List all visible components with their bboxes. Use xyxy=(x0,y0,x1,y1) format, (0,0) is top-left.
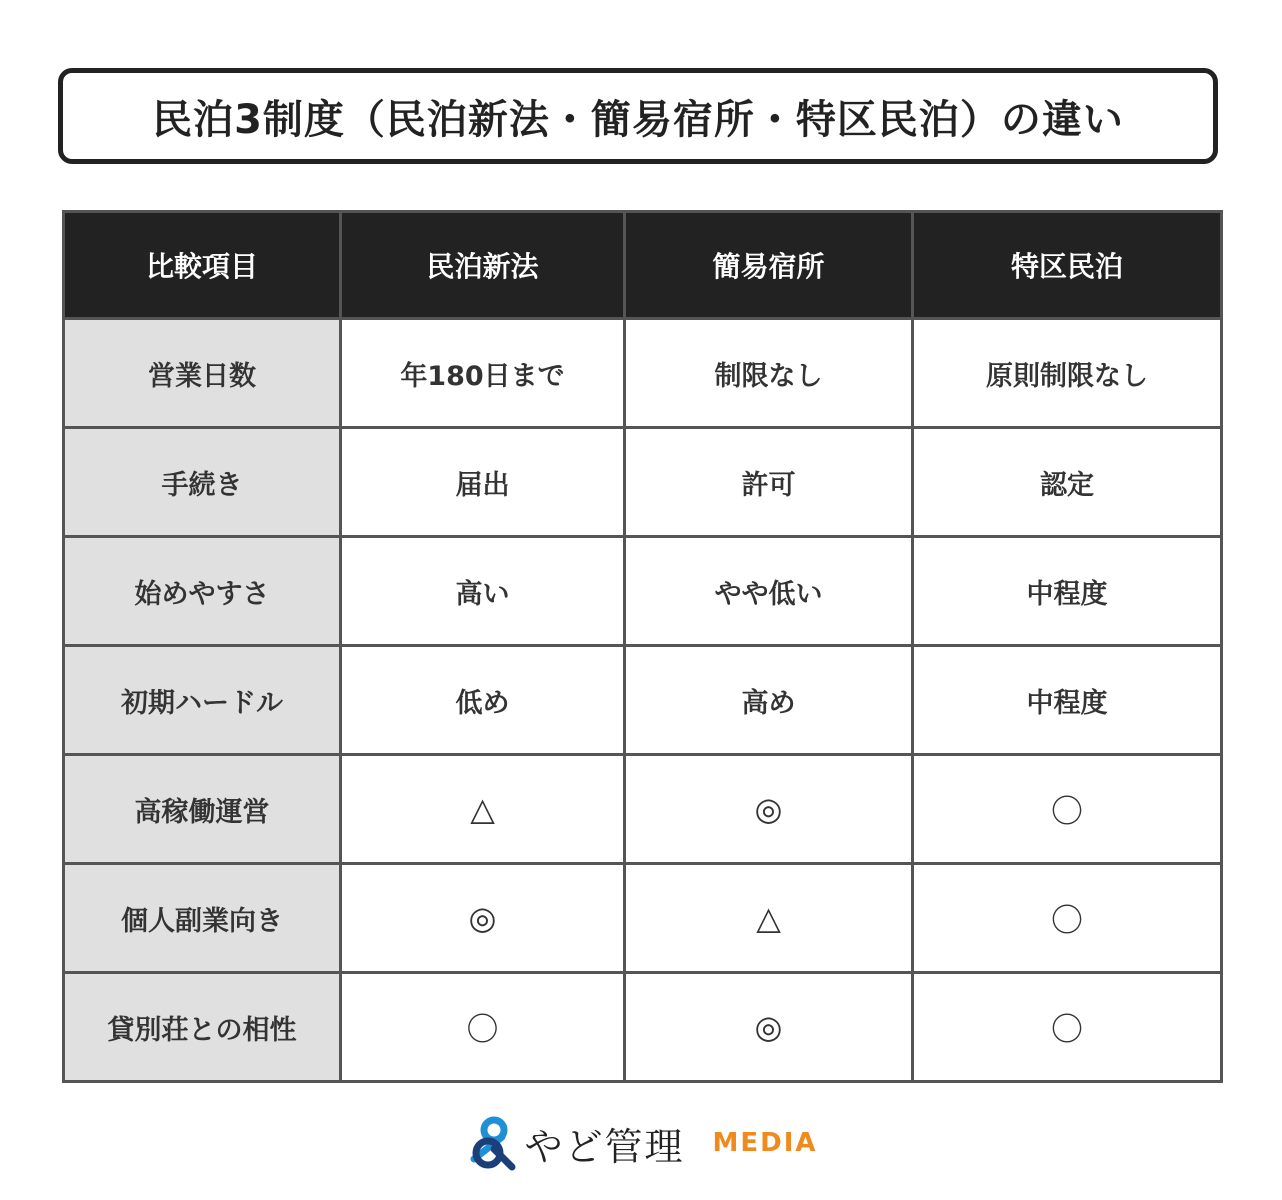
table-header-row xyxy=(64,212,1222,319)
header-simple-lodging: 簡易宿所 xyxy=(625,212,913,319)
table-row xyxy=(64,428,1222,537)
table-cell: 制限なし xyxy=(625,319,913,428)
table-cell: 中程度 xyxy=(913,646,1222,755)
table-row xyxy=(64,973,1222,1082)
table-cell: 高め xyxy=(625,646,913,755)
table-row xyxy=(64,755,1222,864)
row-label: 始めやすさ xyxy=(64,537,341,646)
table-cell: やや低い xyxy=(625,537,913,646)
rating-symbol: 〇 xyxy=(913,864,1222,973)
row-label: 個人副業向き xyxy=(64,864,341,973)
table-cell: 年180日まで xyxy=(341,319,625,428)
rating-symbol: △ xyxy=(625,864,913,973)
row-label: 高稼働運営 xyxy=(64,755,341,864)
header-special-zone-minpaku: 特区民泊 xyxy=(913,212,1222,319)
table-row xyxy=(64,864,1222,973)
rating-symbol: 〇 xyxy=(913,973,1222,1082)
table-cell: 原則制限なし xyxy=(913,319,1222,428)
row-label: 営業日数 xyxy=(64,319,341,428)
title-box xyxy=(58,68,1218,164)
ampersand-logo-icon xyxy=(464,1115,520,1171)
row-label: 貸別荘との相性 xyxy=(64,973,341,1082)
table-cell: 届出 xyxy=(341,428,625,537)
table-cell: 中程度 xyxy=(913,537,1222,646)
header-comparison-item: 比較項目 xyxy=(64,212,341,319)
row-label: 初期ハードル xyxy=(64,646,341,755)
page-title: 民泊3制度（民泊新法・簡易宿所・特区民泊）の違い xyxy=(152,96,1124,143)
header-minpaku-new-law: 民泊新法 xyxy=(341,212,625,319)
row-label: 手続き xyxy=(64,428,341,537)
table-cell: 低め xyxy=(341,646,625,755)
table-cell: 許可 xyxy=(625,428,913,537)
brand-logo xyxy=(0,1115,1282,1171)
comparison-table xyxy=(62,210,1223,1083)
table-row xyxy=(64,537,1222,646)
table-row xyxy=(64,319,1222,428)
rating-symbol: ◎ xyxy=(625,973,913,1082)
brand-name: やど管理 xyxy=(524,1124,685,1169)
rating-symbol: ◎ xyxy=(341,864,625,973)
table-cell: 認定 xyxy=(913,428,1222,537)
rating-symbol: 〇 xyxy=(913,755,1222,864)
brand-suffix: MEDIA xyxy=(712,1128,818,1158)
rating-symbol: △ xyxy=(341,755,625,864)
table-row xyxy=(64,646,1222,755)
rating-symbol: 〇 xyxy=(341,973,625,1082)
rating-symbol: ◎ xyxy=(625,755,913,864)
table-cell: 高い xyxy=(341,537,625,646)
